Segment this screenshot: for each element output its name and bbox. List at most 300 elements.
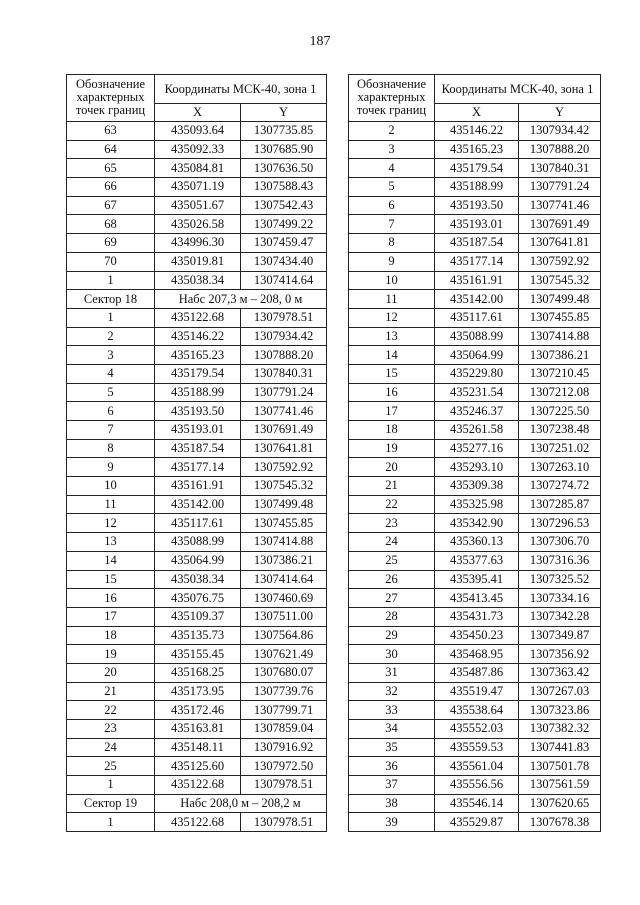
y-coordinate-cell: 1307363.42 bbox=[519, 663, 601, 682]
y-coordinate-cell: 1307934.42 bbox=[241, 327, 327, 346]
point-number-cell: 20 bbox=[349, 458, 435, 477]
table-row bbox=[67, 122, 327, 141]
table-row bbox=[67, 533, 327, 552]
y-coordinate-cell: 1307888.20 bbox=[519, 140, 601, 159]
point-number-cell: 34 bbox=[349, 720, 435, 739]
table-row bbox=[349, 720, 601, 739]
y-coordinate-cell: 1307323.86 bbox=[519, 701, 601, 720]
point-number-cell: 9 bbox=[67, 458, 155, 477]
x-coordinate-cell: 435261.58 bbox=[435, 421, 519, 440]
y-coordinate-cell: 1307414.88 bbox=[241, 533, 327, 552]
point-number-cell: 70 bbox=[67, 252, 155, 271]
x-coordinate-cell: 435122.68 bbox=[155, 813, 241, 832]
y-coordinate-cell: 1307459.47 bbox=[241, 234, 327, 253]
y-coordinate-cell: 1307888.20 bbox=[241, 346, 327, 365]
designation-header-line: точек границ bbox=[356, 103, 427, 117]
x-coordinate-cell: 435309.38 bbox=[435, 477, 519, 496]
x-coordinate-cell: 435193.50 bbox=[155, 402, 241, 421]
x-coordinate-cell: 435293.10 bbox=[435, 458, 519, 477]
y-coordinate-cell: 1307210.45 bbox=[519, 364, 601, 383]
designation-header-line: характерных bbox=[357, 90, 426, 104]
point-number-cell: 18 bbox=[349, 421, 435, 440]
x-coordinate-cell: 435146.22 bbox=[155, 327, 241, 346]
designation-header-line: точек границ bbox=[75, 103, 146, 117]
table-row bbox=[67, 663, 327, 682]
y-coordinate-cell: 1307225.50 bbox=[519, 402, 601, 421]
sector-row bbox=[67, 290, 327, 309]
table-row bbox=[67, 178, 327, 197]
x-coordinate-cell: 435076.75 bbox=[155, 589, 241, 608]
y-coordinate-cell: 1307212.08 bbox=[519, 383, 601, 402]
table-row bbox=[349, 421, 601, 440]
point-number-cell: 7 bbox=[349, 215, 435, 234]
y-coordinate-cell: 1307978.51 bbox=[241, 776, 327, 795]
point-number-cell: 15 bbox=[349, 364, 435, 383]
y-coordinate-cell: 1307916.92 bbox=[241, 738, 327, 757]
y-coordinate-cell: 1307499.48 bbox=[519, 290, 601, 309]
x-coordinate-cell: 435561.04 bbox=[435, 757, 519, 776]
table-row bbox=[349, 458, 601, 477]
designation-header-line: Обозначение bbox=[75, 77, 146, 91]
y-coordinate-cell: 1307499.22 bbox=[241, 215, 327, 234]
y-coordinate-cell: 1307325.52 bbox=[519, 570, 601, 589]
x-coordinate-cell: 435088.99 bbox=[435, 327, 519, 346]
x-coordinate-cell: 435187.54 bbox=[155, 439, 241, 458]
y-coordinate-cell: 1307386.21 bbox=[519, 346, 601, 365]
y-coordinate-cell: 1307545.32 bbox=[519, 271, 601, 290]
point-number-cell: 21 bbox=[67, 682, 155, 701]
coords-header: Координаты МСК-40, зона 1 bbox=[155, 75, 327, 104]
sector-label: Сектор 19 bbox=[67, 794, 155, 813]
table-row bbox=[67, 570, 327, 589]
y-coordinate-cell: 1307741.46 bbox=[519, 196, 601, 215]
table-row bbox=[67, 439, 327, 458]
y-coordinate-cell: 1307791.24 bbox=[519, 178, 601, 197]
y-coordinate-cell: 1307678.38 bbox=[519, 813, 601, 832]
x-coordinate-cell: 435177.14 bbox=[155, 458, 241, 477]
x-coordinate-cell: 435019.81 bbox=[155, 252, 241, 271]
y-coordinate-cell: 1307251.02 bbox=[519, 439, 601, 458]
x-coordinate-cell: 435161.91 bbox=[155, 477, 241, 496]
y-coordinate-cell: 1307263.10 bbox=[519, 458, 601, 477]
x-coordinate-cell: 435165.23 bbox=[435, 140, 519, 159]
table-row bbox=[349, 551, 601, 570]
point-number-cell: 69 bbox=[67, 234, 155, 253]
table-row bbox=[67, 720, 327, 739]
table-row bbox=[67, 308, 327, 327]
table-row bbox=[67, 271, 327, 290]
x-coordinate-cell: 435450.23 bbox=[435, 626, 519, 645]
table-row bbox=[67, 383, 327, 402]
y-coordinate-cell: 1307588.43 bbox=[241, 178, 327, 197]
page-number: 187 bbox=[309, 34, 331, 49]
table-row bbox=[349, 738, 601, 757]
table-row bbox=[67, 458, 327, 477]
x-coordinate-cell: 435179.54 bbox=[155, 364, 241, 383]
x-coordinate-cell: 435148.11 bbox=[155, 738, 241, 757]
x-coordinate-cell: 435122.68 bbox=[155, 776, 241, 795]
point-number-cell: 1 bbox=[67, 271, 155, 290]
point-number-cell: 8 bbox=[67, 439, 155, 458]
point-number-cell: 3 bbox=[67, 346, 155, 365]
table-row bbox=[67, 234, 327, 253]
table-row bbox=[67, 477, 327, 496]
table-row bbox=[67, 514, 327, 533]
y-coordinate-cell: 1307238.48 bbox=[519, 421, 601, 440]
point-number-cell: 29 bbox=[349, 626, 435, 645]
point-number-cell: 17 bbox=[349, 402, 435, 421]
x-coordinate-cell: 435092.33 bbox=[155, 140, 241, 159]
table-row bbox=[349, 290, 601, 309]
point-number-cell: 18 bbox=[67, 626, 155, 645]
sector-label: Сектор 18 bbox=[67, 290, 155, 309]
y-coordinate-cell: 1307636.50 bbox=[241, 159, 327, 178]
point-number-cell: 13 bbox=[349, 327, 435, 346]
x-coordinate-cell: 435395.41 bbox=[435, 570, 519, 589]
x-coordinate-cell: 435168.25 bbox=[155, 663, 241, 682]
y-coordinate-cell: 1307499.48 bbox=[241, 495, 327, 514]
y-coordinate-cell: 1307592.92 bbox=[241, 458, 327, 477]
point-number-cell: 2 bbox=[67, 327, 155, 346]
table-row bbox=[349, 776, 601, 795]
y-coordinate-cell: 1307349.87 bbox=[519, 626, 601, 645]
y-coordinate-cell: 1307691.49 bbox=[241, 421, 327, 440]
table-row bbox=[67, 252, 327, 271]
table-row bbox=[349, 813, 601, 832]
y-coordinate-cell: 1307621.49 bbox=[241, 645, 327, 664]
point-number-cell: 2 bbox=[349, 122, 435, 141]
point-number-cell: 17 bbox=[67, 607, 155, 626]
table-row bbox=[349, 439, 601, 458]
y-coordinate-cell: 1307791.24 bbox=[241, 383, 327, 402]
y-coordinate-cell: 1307455.85 bbox=[519, 308, 601, 327]
table-row bbox=[349, 570, 601, 589]
coords-header: Координаты МСК-40, зона 1 bbox=[435, 75, 601, 104]
y-coordinate-cell: 1307414.64 bbox=[241, 570, 327, 589]
y-coordinate-cell: 1307316.36 bbox=[519, 551, 601, 570]
point-number-cell: 28 bbox=[349, 607, 435, 626]
x-coordinate-cell: 435193.01 bbox=[155, 421, 241, 440]
y-coordinate-cell: 1307978.51 bbox=[241, 308, 327, 327]
y-coordinate-cell: 1307501.78 bbox=[519, 757, 601, 776]
x-coordinate-cell: 435064.99 bbox=[155, 551, 241, 570]
table-row bbox=[349, 327, 601, 346]
point-number-cell: 11 bbox=[349, 290, 435, 309]
x-coordinate-cell: 435135.73 bbox=[155, 626, 241, 645]
point-number-cell: 5 bbox=[67, 383, 155, 402]
table-row bbox=[67, 402, 327, 421]
table-row bbox=[67, 495, 327, 514]
x-coordinate-cell: 435487.86 bbox=[435, 663, 519, 682]
x-coordinate-cell: 435179.54 bbox=[435, 159, 519, 178]
x-coordinate-cell: 435117.61 bbox=[435, 308, 519, 327]
x-coordinate-cell: 435413.45 bbox=[435, 589, 519, 608]
point-number-cell: 10 bbox=[67, 477, 155, 496]
point-number-cell: 7 bbox=[67, 421, 155, 440]
sector-elevation: Набс 207,3 м – 208, 0 м bbox=[155, 290, 327, 309]
table-row bbox=[349, 271, 601, 290]
table-row bbox=[67, 551, 327, 570]
table-row bbox=[67, 813, 327, 832]
x-header: X bbox=[435, 104, 519, 122]
x-coordinate-cell: 435084.81 bbox=[155, 159, 241, 178]
table-row bbox=[67, 196, 327, 215]
x-coordinate-cell: 435117.61 bbox=[155, 514, 241, 533]
y-coordinate-cell: 1307691.49 bbox=[519, 215, 601, 234]
table-row bbox=[349, 159, 601, 178]
point-number-cell: 4 bbox=[349, 159, 435, 178]
y-coordinate-cell: 1307741.46 bbox=[241, 402, 327, 421]
x-coordinate-cell: 435122.68 bbox=[155, 308, 241, 327]
point-number-cell: 63 bbox=[67, 122, 155, 141]
y-header: Y bbox=[519, 104, 601, 122]
table-row bbox=[349, 215, 601, 234]
designation-header-line: Обозначение bbox=[356, 77, 427, 91]
table-row bbox=[349, 308, 601, 327]
point-number-cell: 12 bbox=[349, 308, 435, 327]
point-number-cell: 22 bbox=[67, 701, 155, 720]
point-number-cell: 15 bbox=[67, 570, 155, 589]
point-number-cell: 4 bbox=[67, 364, 155, 383]
y-coordinate-cell: 1307511.00 bbox=[241, 607, 327, 626]
x-coordinate-cell: 435377.63 bbox=[435, 551, 519, 570]
x-coordinate-cell: 435051.67 bbox=[155, 196, 241, 215]
designation-header-line: характерных bbox=[76, 90, 145, 104]
point-number-cell: 3 bbox=[349, 140, 435, 159]
x-coordinate-cell: 435173.95 bbox=[155, 682, 241, 701]
y-coordinate-cell: 1307342.28 bbox=[519, 607, 601, 626]
table-row bbox=[349, 178, 601, 197]
y-coordinate-cell: 1307739.76 bbox=[241, 682, 327, 701]
point-number-cell: 19 bbox=[67, 645, 155, 664]
y-coordinate-cell: 1307735.85 bbox=[241, 122, 327, 141]
x-coordinate-cell: 435142.00 bbox=[155, 495, 241, 514]
x-coordinate-cell: 435277.16 bbox=[435, 439, 519, 458]
table-row bbox=[349, 682, 601, 701]
table-row bbox=[67, 159, 327, 178]
point-number-cell: 23 bbox=[349, 514, 435, 533]
x-header: X bbox=[155, 104, 241, 122]
y-coordinate-cell: 1307460.69 bbox=[241, 589, 327, 608]
table-row bbox=[67, 140, 327, 159]
x-coordinate-cell: 435142.00 bbox=[435, 290, 519, 309]
point-number-cell: 10 bbox=[349, 271, 435, 290]
x-coordinate-cell: 435093.64 bbox=[155, 122, 241, 141]
y-coordinate-cell: 1307859.04 bbox=[241, 720, 327, 739]
x-coordinate-cell: 435468.95 bbox=[435, 645, 519, 664]
table-row bbox=[67, 589, 327, 608]
table-row bbox=[67, 346, 327, 365]
y-coordinate-cell: 1307592.92 bbox=[519, 252, 601, 271]
x-coordinate-cell: 435193.50 bbox=[435, 196, 519, 215]
table-row bbox=[349, 607, 601, 626]
x-coordinate-cell: 435559.53 bbox=[435, 738, 519, 757]
x-coordinate-cell: 435187.54 bbox=[435, 234, 519, 253]
point-number-cell: 36 bbox=[349, 757, 435, 776]
y-coordinate-cell: 1307641.81 bbox=[519, 234, 601, 253]
x-coordinate-cell: 435071.19 bbox=[155, 178, 241, 197]
y-coordinate-cell: 1307545.32 bbox=[241, 477, 327, 496]
point-number-cell: 21 bbox=[349, 477, 435, 496]
point-number-cell: 14 bbox=[349, 346, 435, 365]
x-coordinate-cell: 435519.47 bbox=[435, 682, 519, 701]
x-coordinate-cell: 435325.98 bbox=[435, 495, 519, 514]
point-number-cell: 65 bbox=[67, 159, 155, 178]
y-coordinate-cell: 1307620.65 bbox=[519, 794, 601, 813]
x-coordinate-cell: 435552.03 bbox=[435, 720, 519, 739]
x-coordinate-cell: 435229.80 bbox=[435, 364, 519, 383]
point-number-cell: 26 bbox=[349, 570, 435, 589]
point-number-cell: 67 bbox=[67, 196, 155, 215]
table-row bbox=[67, 682, 327, 701]
point-number-cell: 37 bbox=[349, 776, 435, 795]
point-number-cell: 6 bbox=[349, 196, 435, 215]
point-number-cell: 24 bbox=[349, 533, 435, 552]
point-number-cell: 5 bbox=[349, 178, 435, 197]
x-coordinate-cell: 435172.46 bbox=[155, 701, 241, 720]
table-row bbox=[349, 252, 601, 271]
y-coordinate-cell: 1307414.64 bbox=[241, 271, 327, 290]
table-row bbox=[349, 346, 601, 365]
coordinates-table-left bbox=[66, 74, 327, 832]
x-coordinate-cell: 435064.99 bbox=[435, 346, 519, 365]
point-number-cell: 27 bbox=[349, 589, 435, 608]
x-coordinate-cell: 435177.14 bbox=[435, 252, 519, 271]
x-coordinate-cell: 435155.45 bbox=[155, 645, 241, 664]
y-coordinate-cell: 1307382.32 bbox=[519, 720, 601, 739]
point-number-cell: 64 bbox=[67, 140, 155, 159]
table-row bbox=[349, 589, 601, 608]
y-coordinate-cell: 1307306.70 bbox=[519, 533, 601, 552]
x-coordinate-cell: 435231.54 bbox=[435, 383, 519, 402]
y-coordinate-cell: 1307414.88 bbox=[519, 327, 601, 346]
y-coordinate-cell: 1307334.16 bbox=[519, 589, 601, 608]
x-coordinate-cell: 435161.91 bbox=[435, 271, 519, 290]
table-row bbox=[349, 626, 601, 645]
y-coordinate-cell: 1307799.71 bbox=[241, 701, 327, 720]
point-number-cell: 20 bbox=[67, 663, 155, 682]
table-row bbox=[349, 495, 601, 514]
table-row bbox=[67, 645, 327, 664]
y-coordinate-cell: 1307296.53 bbox=[519, 514, 601, 533]
point-number-cell: 25 bbox=[67, 757, 155, 776]
point-number-cell: 9 bbox=[349, 252, 435, 271]
y-coordinate-cell: 1307564.86 bbox=[241, 626, 327, 645]
point-number-cell: 13 bbox=[67, 533, 155, 552]
y-coordinate-cell: 1307542.43 bbox=[241, 196, 327, 215]
point-number-cell: 12 bbox=[67, 514, 155, 533]
x-coordinate-cell: 435188.99 bbox=[435, 178, 519, 197]
y-coordinate-cell: 1307267.03 bbox=[519, 682, 601, 701]
point-number-cell: 39 bbox=[349, 813, 435, 832]
table-row bbox=[349, 757, 601, 776]
table-row bbox=[349, 663, 601, 682]
point-number-cell: 31 bbox=[349, 663, 435, 682]
point-number-cell: 68 bbox=[67, 215, 155, 234]
designation-header bbox=[67, 75, 155, 122]
table-row bbox=[349, 364, 601, 383]
x-coordinate-cell: 435360.13 bbox=[435, 533, 519, 552]
table-row bbox=[67, 215, 327, 234]
y-coordinate-cell: 1307455.85 bbox=[241, 514, 327, 533]
table-row bbox=[349, 402, 601, 421]
table-row bbox=[349, 122, 601, 141]
y-coordinate-cell: 1307685.90 bbox=[241, 140, 327, 159]
point-number-cell: 33 bbox=[349, 701, 435, 720]
table-row bbox=[67, 776, 327, 795]
point-number-cell: 23 bbox=[67, 720, 155, 739]
x-coordinate-cell: 435431.73 bbox=[435, 607, 519, 626]
x-coordinate-cell: 435163.81 bbox=[155, 720, 241, 739]
x-coordinate-cell: 435038.34 bbox=[155, 570, 241, 589]
coordinates-table-right bbox=[348, 74, 601, 832]
right-table-body bbox=[349, 122, 601, 832]
x-coordinate-cell: 434996.30 bbox=[155, 234, 241, 253]
y-header: Y bbox=[241, 104, 327, 122]
x-coordinate-cell: 435342.90 bbox=[435, 514, 519, 533]
x-coordinate-cell: 435188.99 bbox=[155, 383, 241, 402]
table-row bbox=[67, 757, 327, 776]
point-number-cell: 30 bbox=[349, 645, 435, 664]
table-row bbox=[349, 140, 601, 159]
x-coordinate-cell: 435125.60 bbox=[155, 757, 241, 776]
point-number-cell: 38 bbox=[349, 794, 435, 813]
x-coordinate-cell: 435165.23 bbox=[155, 346, 241, 365]
x-coordinate-cell: 435109.37 bbox=[155, 607, 241, 626]
x-coordinate-cell: 435038.34 bbox=[155, 271, 241, 290]
left-table-body bbox=[67, 122, 327, 832]
table-row bbox=[349, 196, 601, 215]
x-coordinate-cell: 435088.99 bbox=[155, 533, 241, 552]
point-number-cell: 24 bbox=[67, 738, 155, 757]
point-number-cell: 8 bbox=[349, 234, 435, 253]
point-number-cell: 14 bbox=[67, 551, 155, 570]
sector-row bbox=[67, 794, 327, 813]
table-row bbox=[67, 421, 327, 440]
point-number-cell: 16 bbox=[67, 589, 155, 608]
point-number-cell: 16 bbox=[349, 383, 435, 402]
table-row bbox=[67, 364, 327, 383]
x-coordinate-cell: 435556.56 bbox=[435, 776, 519, 795]
y-coordinate-cell: 1307934.42 bbox=[519, 122, 601, 141]
point-number-cell: 22 bbox=[349, 495, 435, 514]
y-coordinate-cell: 1307840.31 bbox=[519, 159, 601, 178]
table-row bbox=[349, 701, 601, 720]
table-row bbox=[349, 645, 601, 664]
table-row bbox=[349, 477, 601, 496]
point-number-cell: 35 bbox=[349, 738, 435, 757]
y-coordinate-cell: 1307441.83 bbox=[519, 738, 601, 757]
y-coordinate-cell: 1307386.21 bbox=[241, 551, 327, 570]
table-row bbox=[349, 514, 601, 533]
x-coordinate-cell: 435529.87 bbox=[435, 813, 519, 832]
point-number-cell: 1 bbox=[67, 813, 155, 832]
designation-header bbox=[349, 75, 435, 122]
x-coordinate-cell: 435146.22 bbox=[435, 122, 519, 141]
sector-elevation: Набс 208,0 м – 208,2 м bbox=[155, 794, 327, 813]
table-row bbox=[349, 383, 601, 402]
point-number-cell: 25 bbox=[349, 551, 435, 570]
point-number-cell: 11 bbox=[67, 495, 155, 514]
table-row bbox=[67, 607, 327, 626]
y-coordinate-cell: 1307285.87 bbox=[519, 495, 601, 514]
point-number-cell: 19 bbox=[349, 439, 435, 458]
table-row bbox=[349, 234, 601, 253]
point-number-cell: 6 bbox=[67, 402, 155, 421]
y-coordinate-cell: 1307972.50 bbox=[241, 757, 327, 776]
y-coordinate-cell: 1307561.59 bbox=[519, 776, 601, 795]
y-coordinate-cell: 1307978.51 bbox=[241, 813, 327, 832]
